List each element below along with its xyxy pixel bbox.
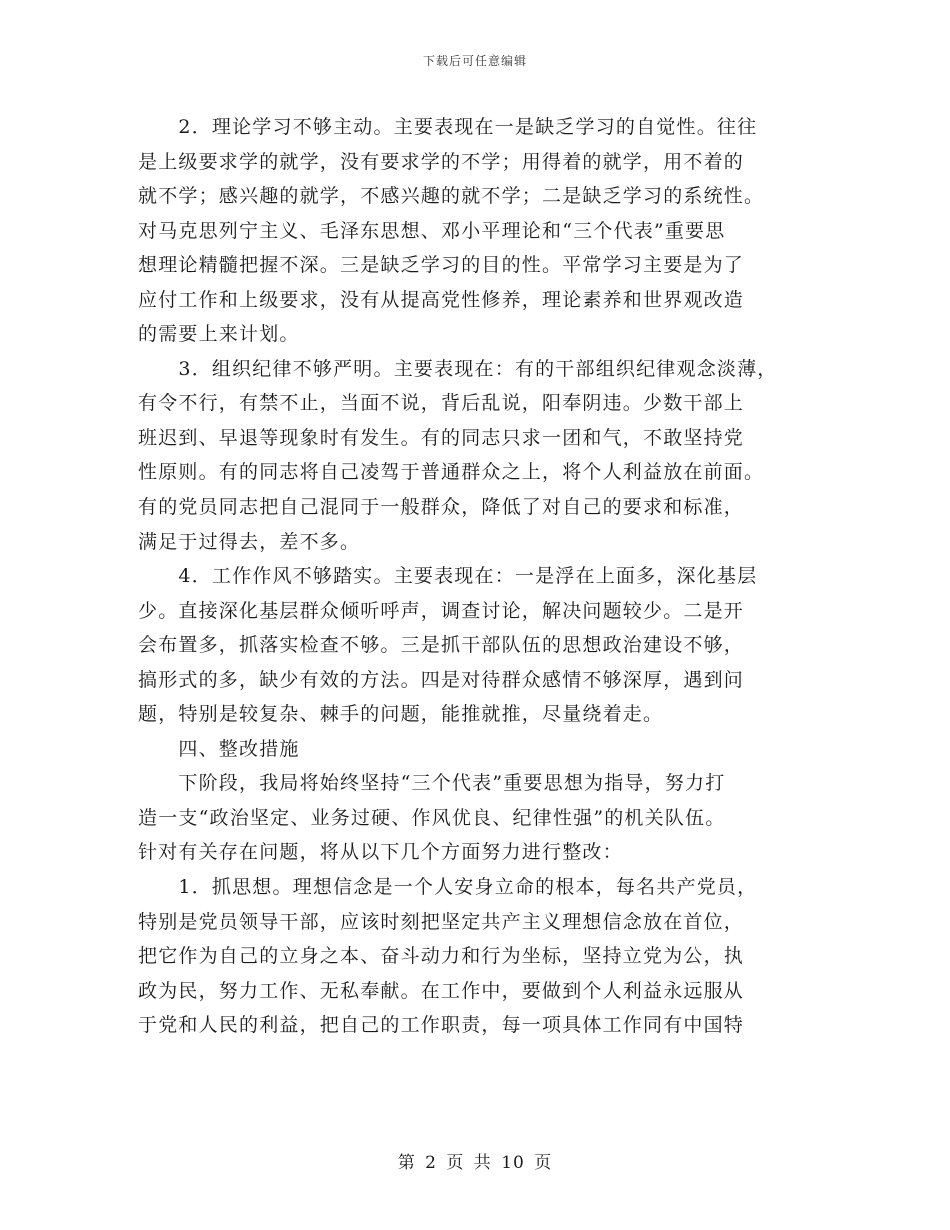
text-line: 4．工作作风不够踏实。主要表现在：一是浮在上面多，深化基层 [138,565,758,588]
section-heading: 四、整改措施 [138,737,300,760]
text-line: 有的党员同志把自己混同于一般群众，降低了对自己的要求和标准， [138,496,745,519]
text-line: 特别是党员领导干部，应该时刻把坚定共产主义理想信念放在首位， [138,910,745,933]
text-line: 搞形式的多，缺少有效的方法。四是对待群众感情不够深厚，遇到问 [138,668,745,691]
text-line: 满足于过得去，差不多。 [138,530,361,553]
text-line: 就不学；感兴趣的就学，不感兴趣的就不学；二是缺乏学习的系统性。 [138,185,765,208]
text-line: 少。直接深化基层群众倾听呼声，调查讨论，解决问题较少。二是开 [138,599,745,622]
text-line: 把它作为自己的立身之本、奋斗动力和行为坐标，坚持立党为公，执 [138,945,745,968]
text-line: 想理论精髓把握不深。三是缺乏学习的目的性。平常学习主要是为了 [138,254,745,277]
document-body [138,110,822,1043]
text-line: 政为民，努力工作、无私奉献。在工作中，要做到个人利益永远服从 [138,979,745,1002]
text-line: 应付工作和上级要求，没有从提高党性修养，理论素养和世界观改造 [138,288,745,311]
text-line: 班迟到、早退等现象时有发生。有的同志只求一团和气，不敢坚持党 [138,426,745,449]
text-line: 对马克思列宁主义、毛泽东思想、邓小平理论和“三个代表”重要思 [138,219,726,242]
text-line: 3．组织纪律不够严明。主要表现在：有的干部组织纪律观念淡薄， [138,357,778,380]
text-line: 于党和人民的利益，把自己的工作职责，每一项具体工作同有中国特 [138,1014,745,1037]
text-line: 1．抓思想。理想信念是一个人安身立命的根本，每名共产党员， [138,876,758,899]
text-line: 会布置多，抓落实检查不够。三是抓干部队伍的思想政治建设不够， [138,634,745,657]
text-line: 性原则。有的同志将自己凌驾于普通群众之上，将个人利益放在前面。 [138,461,765,484]
text-line: 2．理论学习不够主动。主要表现在一是缺乏学习的自觉性。往往 [138,116,758,138]
text-line: 造一支“政治坚定、业务过硬、作风优良、纪律性强”的机关队伍。 [138,806,726,829]
page-header: 下载后可任意编辑 [422,54,527,68]
text-line: 题，特别是较复杂、棘手的问题，能推就推，尽量绕着走。 [138,703,664,726]
text-line: 针对有关存在问题，将从以下几个方面努力进行整改： [138,841,623,864]
text-line: 下阶段，我局将始终坚持“三个代表”重要思想为指导，努力打 [138,772,726,795]
text-line: 有令不行，有禁不止，当面不说，背后乱说，阳奉阴违。少数干部上 [138,392,745,415]
text-line: 的需要上来计划。 [138,323,300,346]
page-number: 第 2 页 共 10 页 [397,1153,553,1173]
text-line: 是上级要求学的就学，没有要求学的不学；用得着的就学，用不着的 [138,150,745,173]
